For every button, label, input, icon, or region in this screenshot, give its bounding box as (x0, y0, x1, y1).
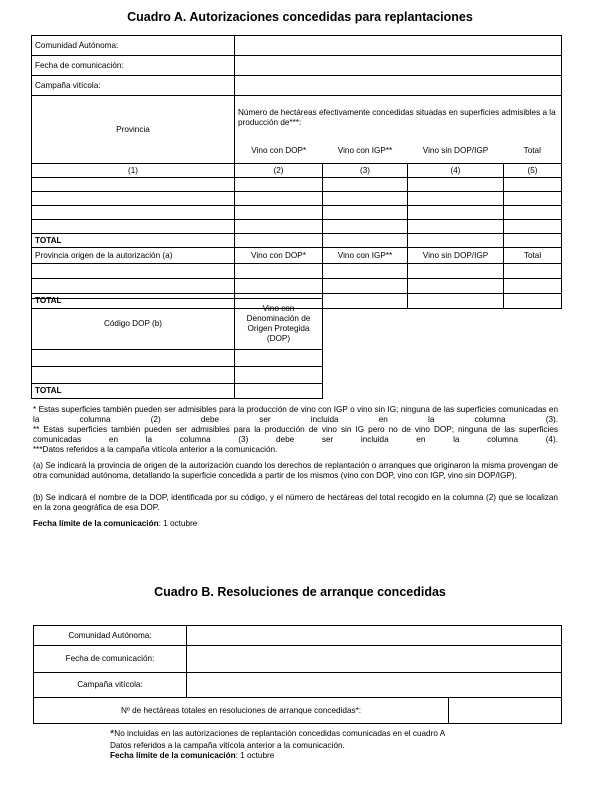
table-row[interactable] (32, 279, 562, 294)
fecha-field[interactable] (235, 56, 562, 76)
b-hectareas-label: Nº de hectáreas totales en resoluciones de arranque concedidas*: (34, 698, 449, 724)
b-comunidad-label: Comunidad Autónoma: (34, 626, 187, 646)
cuadro-a-dop-table (31, 298, 323, 399)
note-3: ***Datos referidos a la campaña vitícola anterior a la comunicación. (33, 445, 278, 454)
comunidad-label: Comunidad Autónoma: (32, 36, 235, 56)
col-total: Total (504, 140, 562, 164)
col-number-3: (3) (323, 164, 408, 178)
cuadro-a-info-table (31, 35, 562, 96)
campana-label: Campaña vitícola: (32, 76, 235, 96)
comunidad-field[interactable] (235, 36, 562, 56)
b-hectareas-field[interactable] (449, 698, 562, 724)
note-b: (b) Se indicará el nombre de la DOP, identificada por su código, y el número de hectáreas del total recogido en la columna (2) que se localizan en la zona geográfica de esa DOP. (33, 493, 558, 512)
b-fecha-label: Fecha de comunicación: (34, 646, 187, 673)
col-number-1: (1) (32, 164, 235, 178)
fecha-limite-a: Fecha límite de la comunicación: 1 octubre (33, 519, 198, 528)
note-1: * Estas superficies también pueden ser admisibles para la producción de vino con IGP o vino sin IG; ninguna de las superficies comunicadas en la columna (2) debe ser incluida en la columna (3). (33, 405, 558, 424)
cuadro-a-title: Cuadro A. Autorizaciones concedidas para replantaciones (127, 10, 473, 24)
dop-header: Vino con Denominación de Origen Protegida (DOP) (235, 299, 323, 350)
total-label-3: TOTAL (32, 384, 235, 399)
col-number-5: (5) (504, 164, 562, 178)
col-vino-sin: Vino sin DOP/IGP (408, 140, 504, 164)
cuadro-b-title: Cuadro B. Resoluciones de arranque concedidas (154, 585, 446, 599)
fecha-label: Fecha de comunicación: (32, 56, 235, 76)
col2-vino-dop: Vino con DOP* (235, 248, 323, 264)
col-vino-dop: Vino con DOP* (235, 140, 323, 164)
campana-field[interactable] (235, 76, 562, 96)
note-b-2: Datos referidos a la campaña vitícola anterior a la comunicación. (110, 741, 345, 751)
col-number-4: (4) (408, 164, 504, 178)
note-a: (a) Se indicará la provincia de origen de la autorización cuando los derechos de replantación o arranques que originaron la misma provengan de otra comunidad autónoma, detallando la superficie concedida a partir de los mismos (vino con DOP, vino con IGP, vino sin DOP/IGP). (33, 461, 558, 480)
table-row[interactable] (32, 367, 323, 384)
cuadro-a-main-table (31, 95, 562, 309)
provincia-origen-header: Provincia origen de la autorización (a) (32, 248, 235, 264)
table-row[interactable] (32, 206, 562, 220)
hectareas-header: Número de hectáreas efectivamente concedidas situadas en superficies admisibles a la producción de***: (235, 96, 562, 140)
b-campana-field[interactable] (187, 673, 562, 698)
table-row[interactable] (32, 264, 562, 279)
cuadro-a-notes (33, 405, 558, 529)
fecha-limite-b: Fecha límite de la comunicación: 1 octubre (110, 751, 275, 761)
note-2: ** Estas superficies también pueden ser admisibles para la producción de vino sin IG pero no de vino DOP; ninguna de las superficies comunicadas en la columna (3) debe ser incluida en la columna (4). (33, 425, 558, 444)
note-b-1: *No incluidas en las autorizaciones de replantación concedidas comunicadas en el cuadro A (110, 728, 446, 740)
col-number-2: (2) (235, 164, 323, 178)
col-vino-igp: Vino con IGP** (323, 140, 408, 164)
col2-vino-sin: Vino sin DOP/IGP (408, 248, 504, 264)
table-row[interactable] (32, 178, 562, 192)
table-row[interactable] (32, 350, 323, 367)
total-label: TOTAL (32, 234, 235, 248)
b-campana-label: Campaña vitícola: (34, 673, 187, 698)
col2-total: Total (504, 248, 562, 264)
b-comunidad-field[interactable] (187, 626, 562, 646)
b-fecha-field[interactable] (187, 646, 562, 673)
table-row[interactable] (32, 220, 562, 234)
codigo-dop-header: Código DOP (b) (32, 299, 235, 350)
table-row[interactable] (32, 192, 562, 206)
col2-vino-igp: Vino con IGP** (323, 248, 408, 264)
cuadro-b-table (33, 625, 562, 724)
total-label-2: TOTAL (32, 294, 235, 309)
provincia-header: Provincia (32, 96, 235, 164)
cuadro-b-notes (110, 728, 550, 761)
